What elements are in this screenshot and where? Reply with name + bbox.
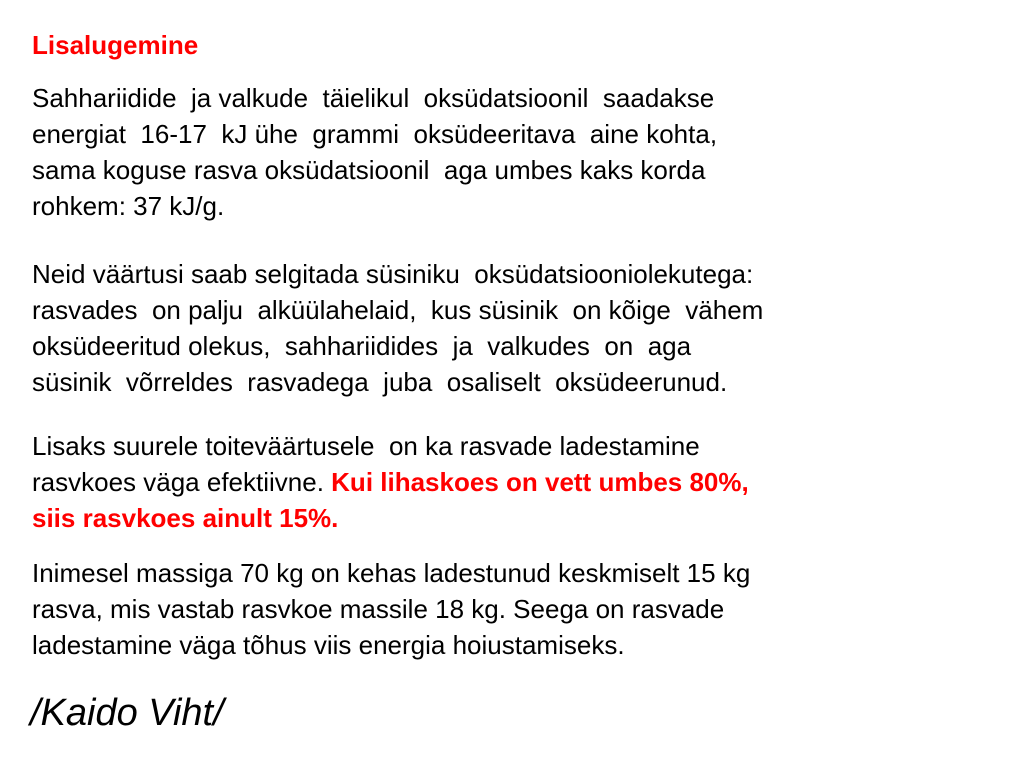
text-line: rasva, mis vastab rasvkoe massile 18 kg. Seega on rasvade — [32, 594, 725, 624]
highlight-text: siis rasvkoes ainult 15%. — [32, 503, 339, 533]
author-signature: /Kaido Viht/ — [30, 692, 224, 734]
text-line: energiat 16-17 kJ ühe grammi oksüdeeritava aine kohta, — [32, 119, 718, 149]
text-line — [32, 464, 749, 500]
text-line: Lisaks suurele toiteväärtusele on ka rasvade ladestamine — [32, 431, 700, 461]
text-line: Sahhariidide ja valkude täielikul oksüdatsioonil saadakse — [32, 83, 715, 113]
text-line: ladestamine väga tõhus viis energia hoiustamiseks. — [32, 630, 625, 660]
text-line: süsinik võrreldes rasvadega juba osaliselt oksüdeerunud. — [32, 367, 728, 397]
text-line: rohkem: 37 kJ/g. — [32, 191, 225, 221]
text-line: rasvades on palju alküülahelaid, kus süsinik on kõige vähem — [32, 295, 764, 325]
text-fragment: rasvkoes väga efektiivne. — [32, 467, 332, 497]
highlight-text: Kui lihaskoes on vett umbes 80%, — [331, 467, 749, 497]
text-line: Inimesel massiga 70 kg on kehas ladestunud keskmiselt 15 kg — [32, 558, 751, 588]
text-line: Neid väärtusi saab selgitada süsiniku oksüdatsiooniolekutega: — [32, 259, 754, 289]
paragraph-oxidation — [32, 256, 763, 400]
paragraph-body-mass — [32, 555, 750, 663]
paragraph-storage — [32, 428, 749, 536]
text-line: oksüdeeritud olekus, sahhariidides ja valkudes on aga — [32, 331, 692, 361]
slide-title: Lisalugemine — [32, 30, 199, 60]
text-line: sama koguse rasva oksüdatsioonil aga umbes kaks korda — [32, 155, 706, 185]
paragraph-energy — [32, 80, 717, 224]
